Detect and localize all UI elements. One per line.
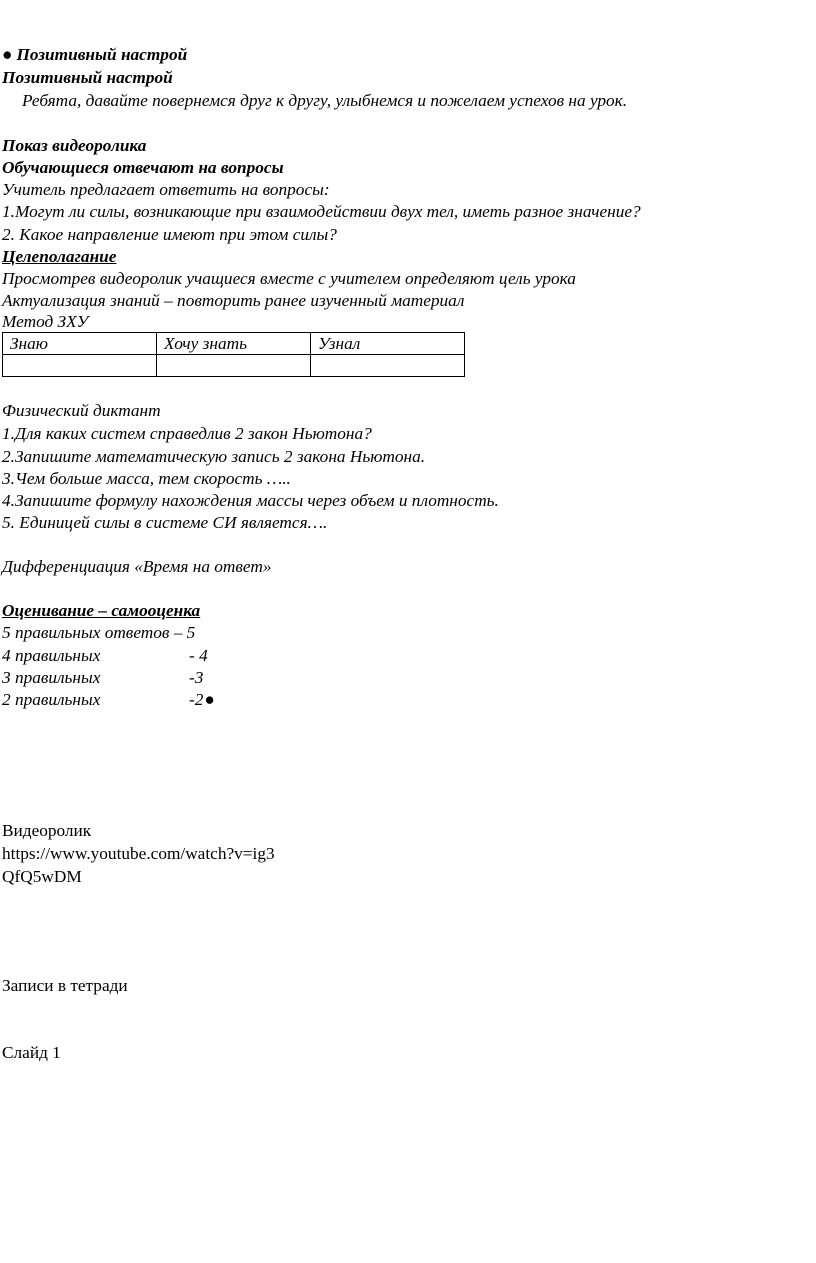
assessment-heading: Оценивание – самооценка (2, 601, 201, 620)
dictation-item-5: 5. Единицей силы в системе СИ является…. (2, 513, 328, 532)
table-row (3, 355, 465, 377)
question-1: 1.Могут ли силы, возникающие при взаимодействии двух тел, иметь разное значение? (2, 202, 641, 221)
table-header-cell: Узнал (311, 333, 465, 355)
table-cell (311, 355, 465, 377)
heading-bullet-text: Позитивный настрой (16, 45, 188, 64)
grade-2-value: -2 (189, 690, 204, 709)
greeting-text: Ребята, давайте повернемся друг к другу, улыбнемся и пожелаем успехов на урок. (22, 91, 628, 110)
goal-text: Просмотрев видеоролик учащиеся вместе с учителем определяют цель урока (2, 269, 576, 288)
grade-4-line (2, 645, 208, 667)
notebook-text: Записи в тетради (2, 976, 128, 995)
method-text: Метод ЗХУ (2, 312, 89, 331)
table-header-cell: Знаю (3, 333, 157, 355)
dictation-title: Физический диктант (2, 401, 161, 420)
grade-4-value: - 4 (189, 646, 208, 665)
grade-4-label: 4 правильных (2, 646, 101, 665)
bullet-icon: ● (2, 45, 13, 64)
table-cell (3, 355, 157, 377)
table-header-row (3, 333, 465, 355)
differentiation-text: Дифференциация «Время на ответ» (2, 557, 272, 576)
grade-3-line (2, 667, 203, 689)
video-label: Видеоролик (2, 821, 92, 840)
dictation-item-1: 1.Для каких систем справедлив 2 закон Ньютона? (2, 424, 372, 443)
grade-2-line (2, 689, 219, 711)
grade-3-label: 3 правильных (2, 668, 101, 687)
question-2: 2. Какое направление имеют при этом силы? (2, 225, 337, 244)
actualization-text: Актуализация знаний – повторить ранее изученный материал (2, 291, 465, 310)
table-cell (157, 355, 311, 377)
video-url-line-1[interactable]: https://www.youtube.com/watch?v=ig3 (2, 844, 275, 863)
grade-2-label: 2 правильных (2, 690, 101, 709)
dictation-item-4: 4.Запишите формулу нахождения массы через объем и плотность. (2, 491, 499, 510)
grade-3-value: -3 (189, 668, 204, 687)
students-answer-heading: Обучающиеся отвечают на вопросы (2, 158, 284, 177)
video-url-line-2[interactable]: QfQ5wDM (2, 867, 82, 886)
goal-setting-heading: Целеполагание (2, 247, 117, 266)
heading-bullet-line (2, 44, 187, 66)
grade-5-line: 5 правильных ответов – 5 (2, 623, 196, 642)
table-header-cell: Хочу знать (157, 333, 311, 355)
dictation-item-2: 2.Запишите математическую запись 2 закона Ньютона. (2, 447, 426, 466)
video-show-heading: Показ видеоролика (2, 136, 147, 155)
bullet-icon: ● (204, 690, 215, 709)
slide-text: Слайд 1 (2, 1043, 61, 1062)
teacher-offers-text: Учитель предлагает ответить на вопросы: (2, 180, 330, 199)
kwl-table (2, 332, 465, 377)
dictation-item-3: 3.Чем больше масса, тем скорость ….. (2, 469, 291, 488)
heading: Позитивный настрой (2, 68, 173, 87)
